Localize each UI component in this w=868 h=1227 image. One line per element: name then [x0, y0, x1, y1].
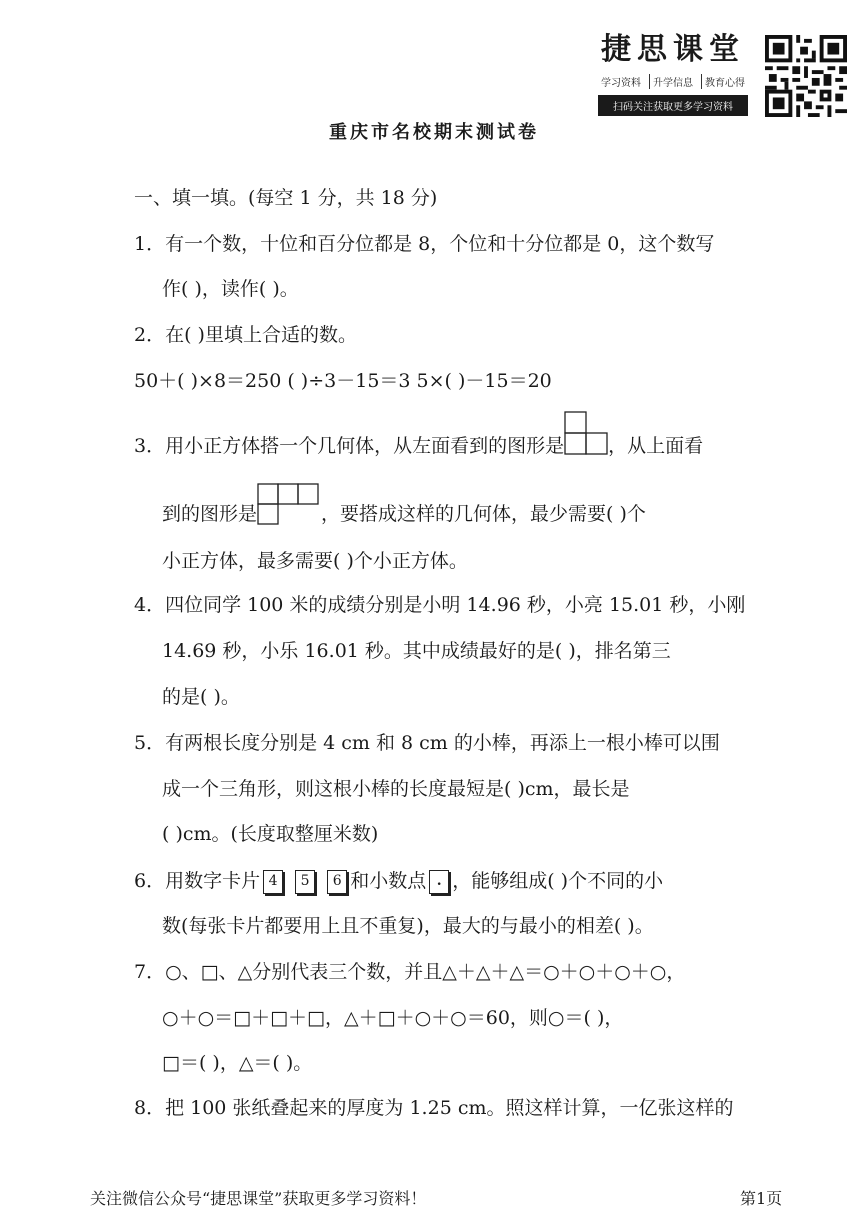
question-6-text: 6．用数字卡片: [134, 870, 261, 892]
brand-tag: 教育心得: [701, 74, 748, 89]
question-3-text: 3．用小正方体搭一个几何体，从左面看到的图形是: [134, 435, 565, 457]
question-6-text: 和小数点: [350, 870, 427, 892]
brand-block: [598, 30, 748, 116]
left-view-figure: [564, 411, 608, 455]
decimal-point-card: .: [429, 870, 449, 894]
question-4-line: 的是( )。: [162, 686, 240, 708]
question-6-line: [134, 867, 663, 895]
brand-tag: 学习资料: [601, 78, 641, 89]
page-title: 重庆市名校期末测试卷: [329, 122, 539, 143]
brand-scan-text: 扫码关注获取更多学习资料: [598, 95, 748, 116]
question-6-line: 数(每张卡片都要用上且不重复)，最大的与最小的相差( )。: [162, 915, 654, 937]
digit-card: 6: [327, 870, 347, 894]
page-number: 第1页: [740, 1189, 783, 1208]
question-2-equations: 50＋( )×8＝250 ( )÷3－15＝3 5×( )－15＝20: [134, 370, 552, 392]
digit-card: 4: [263, 870, 283, 894]
question-3-line: [162, 500, 646, 528]
brand-tags: [598, 74, 748, 89]
question-5-line: ( )cm。(长度取整厘米数): [162, 823, 379, 845]
question-1-line: 作( )，读作( )。: [162, 278, 299, 300]
digit-card: 5: [295, 870, 315, 894]
question-1-line: 1．有一个数，十位和百分位都是 8，个位和十分位都是 0，这个数写: [134, 233, 715, 255]
question-5-line: 5．有两根长度分别是 4 cm 和 8 cm 的小棒，再添上一根小棒可以围: [134, 732, 720, 754]
question-3-text: ，要搭成这样的几何体，最少需要( )个: [321, 503, 646, 525]
question-5-line: 成一个三角形，则这根小棒的长度最短是( )cm，最长是: [162, 778, 630, 800]
top-view-figure: [257, 483, 321, 527]
question-3-line: 小正方体，最多需要( )个小正方体。: [162, 550, 468, 572]
brand-name: 捷思课堂: [601, 32, 745, 67]
question-4-line: 4．四位同学 100 米的成绩分别是小明 14.96 秒，小亮 15.01 秒，小刚: [134, 594, 746, 616]
question-6-text: ，能够组成( )个不同的小: [452, 870, 664, 892]
question-3-line: [134, 432, 703, 460]
question-3-text: ，从上面看: [608, 435, 704, 457]
brand-tag: 升学信息: [649, 74, 696, 89]
question-7-line: 7．○、□、△分别代表三个数，并且△＋△＋△＝○＋○＋○＋○，: [134, 961, 686, 983]
footer-promo: 关注微信公众号“捷思课堂”获取更多学习资料！: [90, 1189, 427, 1208]
qr-code-icon: [765, 35, 847, 117]
question-2-line: 2．在( )里填上合适的数。: [134, 324, 357, 346]
question-7-line: □＝( )，△＝( )。: [162, 1052, 313, 1074]
question-4-line: 14.69 秒，小乐 16.01 秒。其中成绩最好的是( )，排名第三: [162, 640, 671, 662]
section-heading: 一、填一填。(每空 1 分，共 18 分): [134, 187, 438, 209]
question-7-line: ○＋○＝□＋□＋□，△＋□＋○＋○＝60，则○＝( )，: [162, 1007, 624, 1029]
question-3-text: 到的图形是: [162, 503, 258, 525]
question-8-line: 8．把 100 张纸叠起来的厚度为 1.25 cm。照这样计算，一亿张这样的: [134, 1097, 734, 1119]
